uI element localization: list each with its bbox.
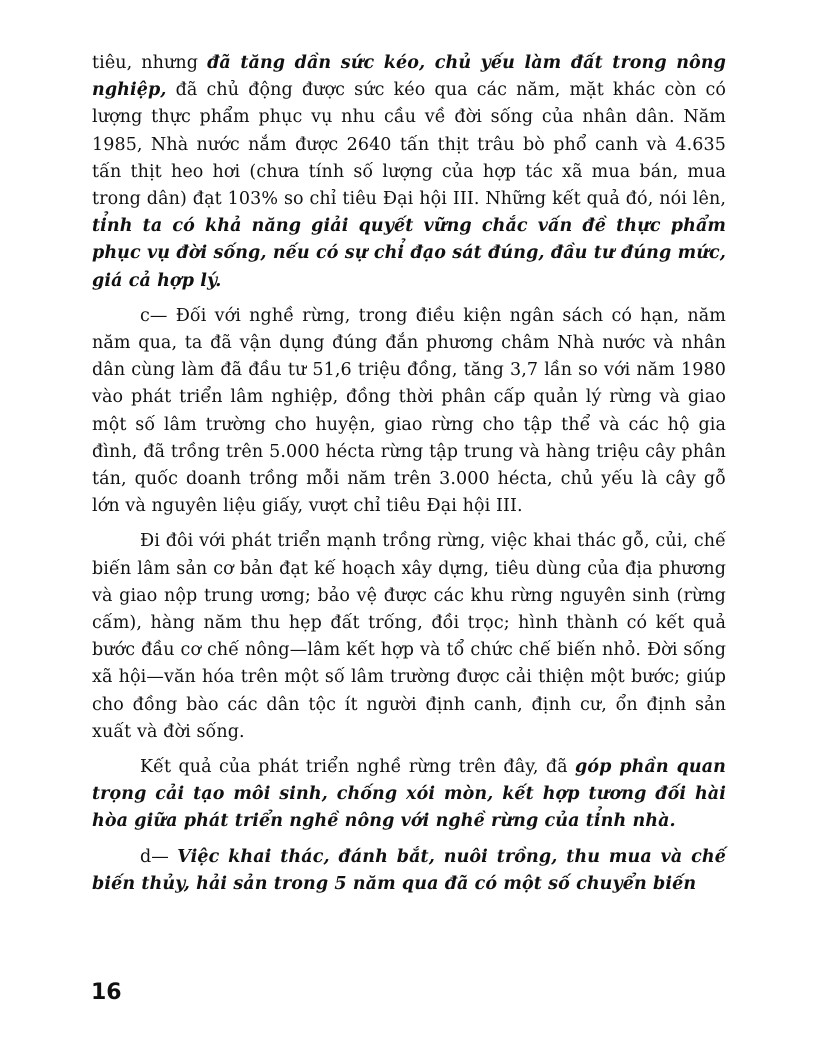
text-run: c— Đối với nghề rừng, trong điều kiện ngân sách có hạn, năm năm qua, ta đã vận dụng đúng đắn phương châm Nhà nước và nhân dân cùng làm đã đầu tư 51,6 triệu đồng, tăng 3,7 lần so với năm 1980 vào phát triển lâm nghiệp, đồng thời phân cấp quản lý rừng và giao một số lâm trường cho huyện, giao rừng cho tập thể và các hộ gia đình, đã trồng trên 5.000 hécta rừng tập trung và hàng triệu cây phân tán, quốc doanh trồng mỗi năm trên 3.000 hécta, chủ yếu là cây gỗ lớn và nguyên liệu giấy, vượt chỉ tiêu Đại hội III. [92, 305, 726, 517]
text-run: Kết quả của phát triển nghề rừng trên đây, đã [140, 757, 576, 778]
paragraph-fisheries [92, 844, 726, 898]
text-run: d— [140, 846, 178, 867]
text-run-italic: tỉnh ta có khả năng giải quyết vững chắc vấn đề thực phẩm phục vụ đời sống, nếu có sự chỉ đạo sát đúng, đầu tư đúng mức, giá cả hợp lý. [92, 216, 726, 291]
paragraph-forestry [92, 303, 726, 521]
text-run-italic: góp phần quan trọng cải tạo môi sinh, chống xói mòn, kết hợp tương đối hài hòa giữa phát triển nghề nông với nghề rừng của tỉnh nhà. [92, 757, 726, 832]
text-run: Đi đôi với phát triển mạnh trồng rừng, việc khai thác gỗ, củi, chế biến lâm sản cơ bản đạt kế hoạch xây dựng, tiêu dùng của địa phương và giao nộp trung ương; bảo vệ được các khu rừng nguyên sinh (rừng cấm), hàng năm thu hẹp đất trống, đồi trọc; hình thành có kết quả bước đầu cơ chế nông—lâm kết hợp và tổ chức chế biến nhỏ. Đời sống xã hội—văn hóa trên một số lâm trường được cải thiện một bước; giúp cho đồng bào các dân tộc ít người định canh, định cư, ổn định sản xuất và đời sống. [92, 531, 726, 742]
paragraph-results [92, 754, 726, 836]
paragraph-exploitation [92, 528, 726, 746]
text-run: đã chủ động được sức kéo qua các năm, mặt khác còn có lượng thực phẩm phục vụ nhu cầu về đời sống của nhân dân. Năm 1985, Nhà nước nắm được 2640 tấn thịt trâu bò phổ canh và 4.635 tấn thịt heo hơi (chưa tính số lượng của hợp tác xã mua bán, mua trong dân) đạt 103% so chỉ tiêu Đại hội III. Những kết quả đó, nói lên, [92, 80, 726, 210]
text-run-italic: đã tăng dần sức kéo, chủ yếu làm đất trong nông nghiệp, [92, 53, 726, 101]
paragraph-1 [92, 50, 726, 295]
page-number: 16 [91, 980, 122, 1005]
text-run-italic: Việc khai thác, đánh bắt, nuôi trồng, thu mua và chế biến thủy, hải sản trong 5 năm qua đã có một số chuyển biến [92, 846, 726, 894]
page-body [92, 50, 726, 898]
text-run: tiêu, nhưng [92, 53, 208, 73]
